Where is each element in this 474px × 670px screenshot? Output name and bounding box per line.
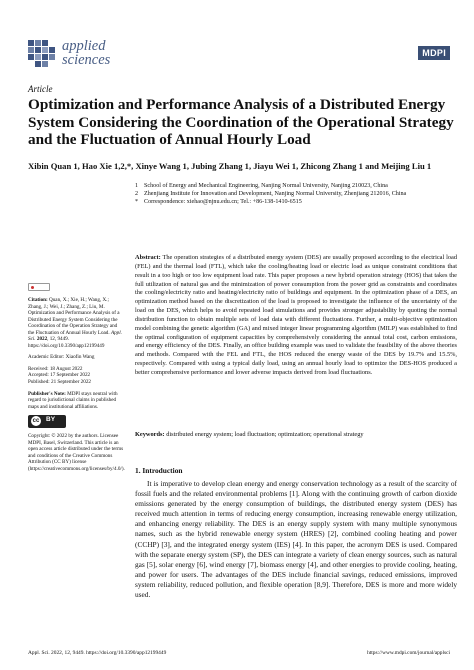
abstract-text: The operation strategies of a distributed energy system (DES) are usually proposed according to the electrical load (FEL) and the thermal load (FTL), which take the cooling/heating load or electric load as unique constraint conditions that result in a too high or too low equipment load rate. This paper proposes a new hybrid operation strategy (HOS) that takes the full utilization of natural gas and the minimization of power consumption from the power grid as constraints and coordinates the cooling/electricity ratio and heating/electricity ratio of buildings and equipment. In the optimization phase of a DES, an optimization method based on the discretization of the load is proposed to investigate the influence of the uncertainty of the load on the DES, which helps to avoid repeated load simulations and provides stronger adjustability by quoting the normal distribution function to obtain multiple sets of load data with different fluctuations. Further, a multi-objective optimization model combining the genetic algorithm (GA) and mixed integer linear programming algorithm (MILP) was established to find the optimal configuration of equipment capacities by comprehensively considering the annual total cost, carbon emissions, and energy efficiency of the DES. Finally, an office building example was used to validate the feasibility of the above theories and methods. Compared with the FEL and FTL, the HOS reduced the energy waste of the DES by 19.7% and 15.5%, respectively. Compared with using a typical daily load, using an annual hourly load to optimize the DES-HOS produced a better comprehensive performance and lower adverse impacts derived from load fluctuations.	[135, 254, 457, 376]
author-list: Xibin Quan 1, Hao Xie 1,2,*, Xinye Wang 1, Jubing Zhang 1, Jiayu Wei 1, Zhicong Zhang 1 and Meijing Liu 1	[28, 161, 432, 171]
citation-block	[28, 297, 124, 349]
accepted-date: Accepted: 17 September 2022	[28, 372, 91, 379]
journal-name	[62, 39, 110, 67]
received-date: Received: 18 August 2022	[28, 365, 83, 372]
affiliation-mark: *	[135, 198, 139, 205]
paper-title: Optimization and Performance Analysis of a Distributed Energy System Considering the Coordination of the Operational Strategy and the Fluctuation of Annual Hourly Load	[28, 96, 454, 149]
abstract-label: Abstract:	[135, 254, 161, 261]
journal-logo-icon	[28, 40, 56, 70]
citation-text: Quan, X.; Xie, H.; Wang, X.; Zhang, J.; Wei, J.; Zhang, Z.; Liu, M. Optimization and Performance Analysis of a Distributed Energy System Considering the Coordination of the Operation Strategy and the Fluctuation of Annual Hourly Load.	[28, 297, 120, 336]
journal-name-line2: sciences	[62, 52, 111, 68]
keywords-text: distributed energy system; load fluctuation; optimization; operational strategy	[166, 431, 364, 438]
correspondence-item	[135, 199, 455, 206]
publisher-note-label: Publisher's Note:	[28, 390, 66, 397]
publisher-note-text: MDPI stays neutral with regard to jurisdictional claims in published maps and institutional affiliations.	[28, 390, 118, 410]
publisher-note	[28, 391, 124, 411]
correspondence-text: Correspondence: xiehao@njnu.edu.cn; Tel.: +86-138-1410-6515	[144, 198, 302, 205]
affiliations	[135, 183, 455, 207]
copyright-notice: Copyright: © 2022 by the authors. Licensee MDPI, Basel, Switzerland. This article is an open access article distributed under the terms and conditions of the Creative Commons Attribution (CC BY) license (https://creativecommons.org/licenses/by/4.0/).	[28, 433, 125, 472]
footer-citation[interactable]: Appl. Sci. 2022, 12, 9449. https://doi.org/10.3390/app12199449	[28, 650, 167, 656]
publisher-logo: MDPI	[418, 46, 450, 60]
affiliation-text: School of Energy and Mechanical Engineering, Nanjing Normal University, Nanjing 210023, China	[144, 183, 388, 189]
affiliation-mark: 1	[135, 183, 139, 189]
sidebar	[28, 283, 124, 472]
cc-by-license-icon[interactable]	[28, 415, 66, 428]
keywords	[135, 431, 457, 440]
affiliation-item	[135, 191, 455, 198]
citation-journal: Appl. Sci.	[28, 329, 122, 343]
keywords-label: Keywords:	[135, 431, 165, 438]
check-for-updates-icon[interactable]	[28, 283, 50, 291]
affiliation-mark: 2	[135, 190, 139, 197]
section-heading: 1. Introduction	[135, 466, 183, 475]
abstract	[135, 254, 457, 378]
introduction-text: It is imperative to develop clean energy and energy conservation technology as a result of the scarcity of fossil fuels and the related environmental problems [1]. Along with the continuing growth of carbon dioxide emissions generated by the energy consumption of buildings, the distributed energy system (DES) has received much attention in terms of reducing energy consumption, increasing renewable energy utilization, and enhancing energy reliability. The DES is an energy supply system with many multiple synonymous names, such as the hybrid renewable energy system (HRES) [2], combined cooling heating and power (CCHP) [3], and the integrated energy system (IES) [4]. In this paper, the acronym DES is used. Compared with the separate energy system (SP), the DES can integrate a variety of clean energy sources, such as natural gas [5], solar energy [6], wind energy [7], biomass energy [4], and other energies to provide cooling, heating, and power for users. The advantages of the DES include financial savings, reduced emissions, improved system reliability, reduced pollution, and flexible operation [8,9]. Therefore, DES is more and more widely used.	[135, 479, 457, 600]
journal-name-line1: applied	[62, 38, 106, 54]
article-type-label: Article	[28, 84, 53, 94]
affiliation-text: Zhenjiang Institute for Innovation and Development, Nanjing Normal University, Zhenjiang 212016, China	[144, 190, 407, 197]
academic-editor: Academic Editor: Xiaofin Wang	[28, 354, 95, 361]
citation-label: Citation:	[28, 297, 48, 303]
published-date: Published: 21 September 2022	[28, 379, 91, 386]
journal-header	[28, 40, 450, 74]
footer-journal-url[interactable]: https://www.mdpi.com/journal/applsci	[367, 650, 450, 656]
citation-volume[interactable]: , 12, 9449. https://doi.org/10.3390/app12199449	[28, 336, 105, 349]
citation-year: 2022	[36, 336, 48, 343]
affiliation-item	[135, 183, 455, 190]
